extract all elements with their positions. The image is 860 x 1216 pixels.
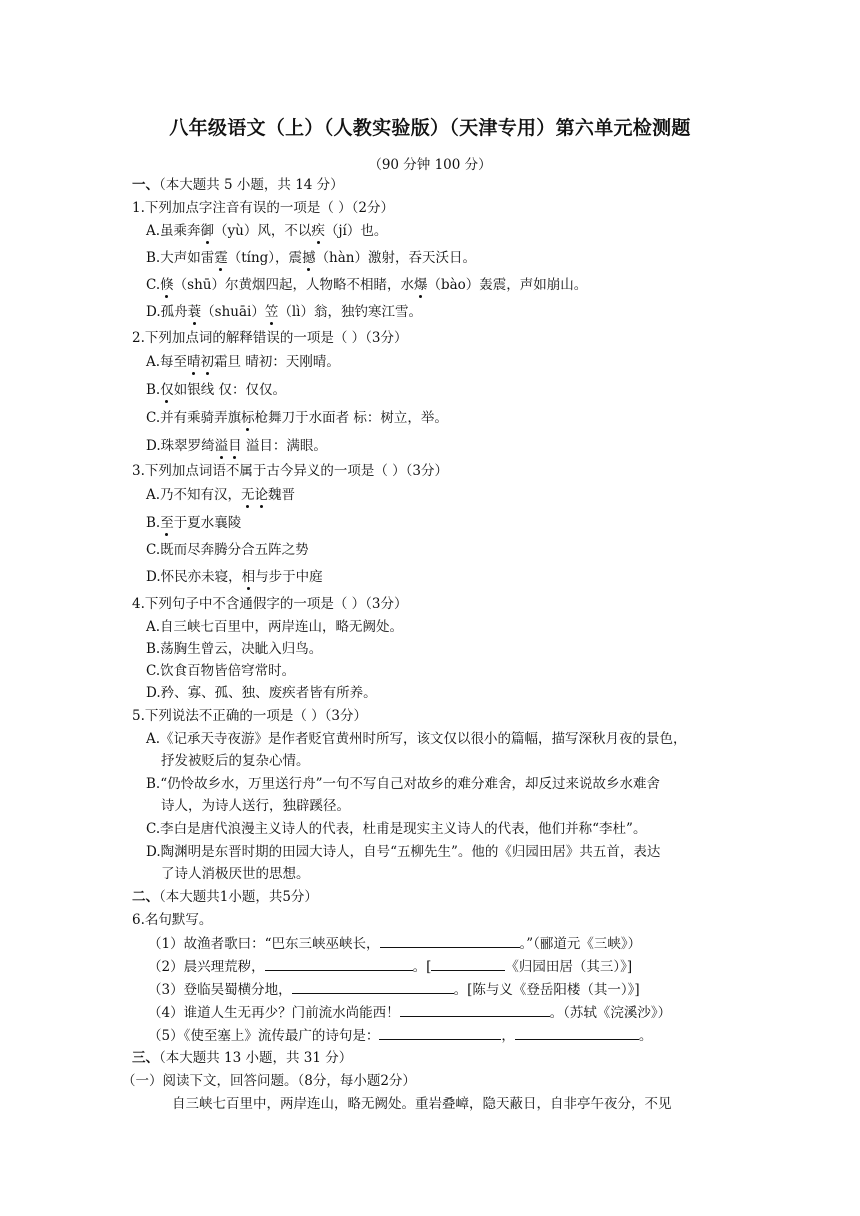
- question-1-stem: 1.下列加点字注音有误的一项是（ ）（2分）: [132, 200, 395, 216]
- recitation-line-5: （5）《使至塞上》流传最广的诗句是： ， 。: [148, 1028, 653, 1044]
- question-5-option-a: A.《记承天寺夜游》是作者贬官黄州时所写，该文仅以很小的篇幅，描写深秋月夜的景色，: [146, 731, 687, 747]
- dotted-char: 爆: [413, 277, 428, 293]
- dotted-char: 蓑: [187, 304, 202, 320]
- dotted-char: 撼: [302, 250, 316, 266]
- question-2-option-b: B.仅如银线 仅：仅仅。: [146, 382, 287, 398]
- question-4-option-b: B.荡胸生曾云，决眦入归鸟。: [146, 641, 323, 657]
- recitation-line-1: （1）故渔者歌曰：“巴东三峡巫峡长， 。”（郦道元《三峡》）: [148, 936, 642, 952]
- question-5-option-b-cont: 诗人，为诗人送行，独辟蹊径。: [161, 798, 350, 814]
- question-3-option-d: D.怀民亦未寝，相与步于中庭: [146, 569, 323, 585]
- answer-blank[interactable]: [380, 934, 520, 948]
- dotted-char: 至: [160, 515, 174, 531]
- question-1-option-a: A.虽乘奔御（yù）风，不以疾（jí）也。: [146, 223, 388, 239]
- section-description: （本大题共 13 小题，共 31 分）: [159, 1050, 353, 1066]
- recitation-line-3: （3）登临吴蜀横分地， 。[陈与义《登岳阳楼（其一）》]: [148, 982, 640, 998]
- exam-time-score: （90 分钟 100 分）: [368, 157, 492, 173]
- question-2-stem: 2.下列加点词的解释错误的一项是（ ）（3分）: [132, 330, 408, 346]
- dotted-char: 溢: [214, 438, 229, 454]
- section-description: （本大题共1小题，共5分）: [159, 889, 318, 905]
- section-number: 一、: [132, 177, 159, 193]
- question-6-stem: 6.名句默写。: [132, 912, 213, 928]
- question-3-option-a: A.乃不知有汉，无论魏晋: [146, 487, 296, 503]
- question-2-option-a: A.每至晴初霜旦 晴初：天刚晴。: [146, 354, 340, 370]
- dotted-char: 标: [241, 410, 255, 426]
- dotted-char: 相: [241, 569, 256, 585]
- answer-blank[interactable]: [515, 1026, 639, 1040]
- section-number: 三、: [132, 1050, 159, 1066]
- dotted-char: 论: [254, 487, 269, 503]
- question-1-option-d: D.孤舟蓑（shuāi）笠（lì）翁，独钓寒江雪。: [146, 304, 422, 320]
- answer-blank[interactable]: [265, 957, 413, 971]
- question-5-option-a-cont: 抒发被贬后的复杂心情。: [161, 753, 310, 769]
- question-1-option-b: B.大声如雷霆（tíng），震撼（hàn）激射，吞天沃日。: [146, 250, 476, 266]
- dotted-char: 无: [241, 487, 255, 503]
- question-1-option-c: C.倏（shū）尔黄烟四起，人物略不相睹，水爆（bào）轰震，声如崩山。: [146, 277, 588, 293]
- question-5-option-c: C.李白是唐代浪漫主义诗人的代表，杜甫是现实主义诗人的代表，他们并称“李杜”。: [146, 821, 647, 837]
- question-5-stem: 5.下列说法不正确的一项是（ ）（3分）: [132, 708, 368, 724]
- recitation-line-4: （4）谁道人生无再少？门前流水尚能西！ 。（苏轼《浣溪沙》）: [148, 1005, 672, 1021]
- answer-blank[interactable]: [379, 1026, 501, 1040]
- section-1-heading: [132, 176, 344, 194]
- question-5-option-d-cont: 了诗人消极厌世的思想。: [161, 866, 310, 882]
- recitation-line-2: （2）晨兴理荒秽， 。[ 《归园田居（其三）》]: [148, 959, 633, 975]
- dotted-char: 倏: [160, 277, 174, 293]
- question-4-option-d: D.矜、寡、孤、独、废疾者皆有所养。: [146, 685, 377, 701]
- question-5-option-b: B.“仍怜故乡水，万里送行舟”一句不写自己对故乡的难分难舍，却反过来说故乡水难舍: [146, 776, 661, 792]
- dotted-char: 笠: [264, 304, 279, 320]
- question-4-option-c: C.饮食百物皆倍穹常时。: [146, 663, 296, 679]
- section-description: （本大题共 5 小题，共 14 分）: [159, 177, 344, 193]
- question-2-option-d: D.珠翠罗绮溢目 溢目：满眼。: [146, 438, 327, 454]
- question-3-option-b: B.至于夏水襄陵: [146, 515, 242, 531]
- dotted-char: 疾: [311, 223, 325, 239]
- dotted-char: 目: [228, 438, 242, 454]
- exam-title: 八年级语文（上）（人教实验版）（天津专用）第六单元检测题: [169, 117, 691, 139]
- question-4-stem: 4.下列句子中不含通假字的一项是（ ）（3分）: [132, 596, 408, 612]
- answer-blank[interactable]: [400, 1003, 550, 1017]
- question-4-option-a: A.自三峡七百里中，两岸连山，略无阙处。: [146, 619, 404, 635]
- question-3-stem: 3.下列加点词语不属于古今异义的一项是（ ）（3分）: [132, 463, 449, 479]
- section-3-heading: [132, 1049, 352, 1067]
- answer-blank[interactable]: [431, 957, 505, 971]
- answer-blank[interactable]: [292, 980, 454, 994]
- section-number: 二、: [132, 889, 159, 905]
- dotted-char: 御: [200, 223, 215, 239]
- question-2-option-c: C.并有乘骑弄旗标枪舞刀于水面者 标：树立，举。: [146, 410, 448, 426]
- dotted-char: 霆: [214, 250, 228, 266]
- section-2-heading: [132, 888, 318, 906]
- dotted-char: 晴: [187, 354, 201, 370]
- reading-passage-text: 自三峡七百里中，两岸连山，略无阙处。重岩叠嶂，隐天蔽日，自非亭午夜分，不见: [172, 1096, 672, 1112]
- dotted-char: 仅: [160, 382, 174, 398]
- dotted-char: 初: [200, 354, 215, 370]
- question-5-option-d: D.陶渊明是东晋时期的田园大诗人，自号“五柳先生”。他的《归园田居》共五首，表达: [146, 844, 661, 860]
- question-3-option-c: C.既而尽奔腾分合五阵之势: [146, 542, 309, 558]
- reading-part-1-stem: （一）阅读下文，回答问题。（8分，每小题2分）: [122, 1073, 416, 1089]
